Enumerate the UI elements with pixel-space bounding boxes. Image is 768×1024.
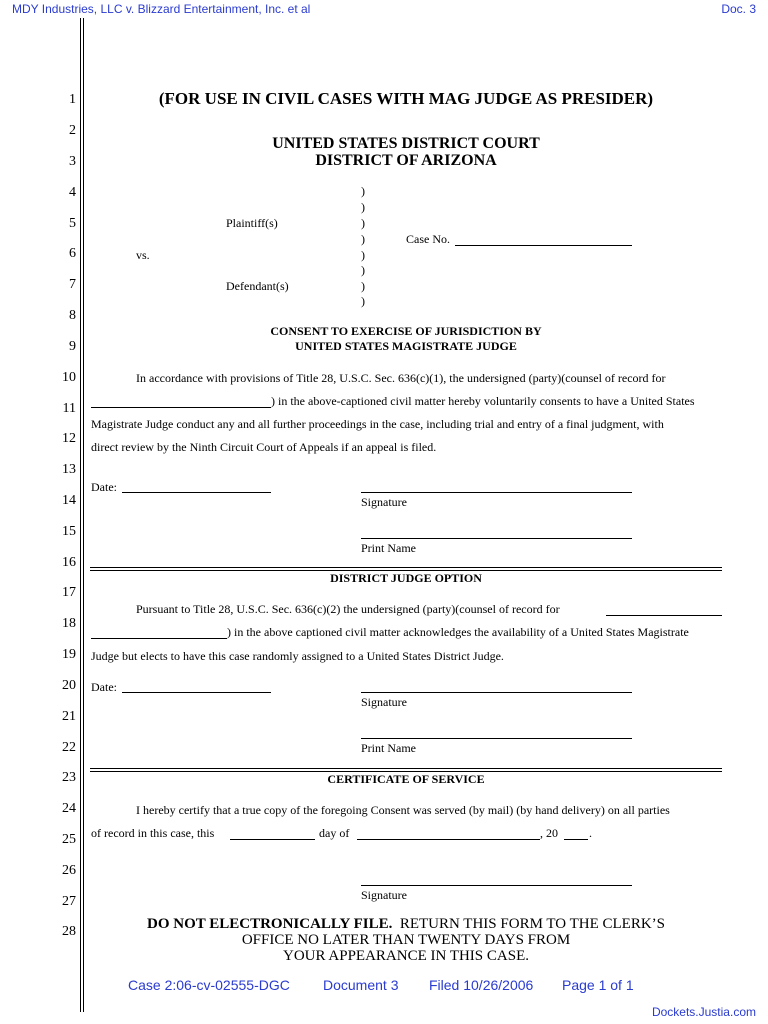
consent-date-label: Date: bbox=[91, 480, 117, 494]
line-number: 5 bbox=[69, 216, 76, 231]
consent-print-name-label: Print Name bbox=[361, 541, 416, 555]
filing-notice-line1 bbox=[90, 916, 722, 932]
certificate-signature-label: Signature bbox=[361, 888, 407, 902]
case-title-link[interactable]: MDY Industries, LLC v. Blizzard Entertainment, Inc. et al bbox=[12, 2, 311, 16]
consent-signature-label: Signature bbox=[361, 495, 407, 509]
use-note-heading: (FOR USE IN CIVIL CASES WITH MAG JUDGE AS PRESIDER) bbox=[158, 89, 654, 108]
line-number: 22 bbox=[62, 740, 76, 755]
line-number: 23 bbox=[62, 770, 76, 785]
consent-text-line1: In accordance with provisions of Title 28, U.S.C. Sec. 636(c)(1), the undersigned (party)(counsel of record for bbox=[136, 371, 666, 385]
district-counsel-field-a[interactable] bbox=[606, 615, 722, 616]
line-number: 12 bbox=[62, 431, 76, 446]
footer-case-number-link[interactable]: Case 2:06-cv-02555-DGC bbox=[128, 977, 290, 993]
certificate-month-field[interactable] bbox=[357, 839, 540, 840]
line-number: 27 bbox=[62, 894, 76, 909]
line-number: 28 bbox=[62, 924, 76, 939]
margin-line-left bbox=[80, 18, 81, 1012]
footer-document-link[interactable]: Document 3 bbox=[323, 977, 399, 993]
district-counsel-field-b[interactable] bbox=[91, 638, 227, 639]
line-number: 3 bbox=[69, 154, 76, 169]
defendant-label: Defendant(s) bbox=[226, 279, 289, 293]
caption-paren: ) bbox=[361, 184, 365, 198]
consent-date-field[interactable] bbox=[122, 492, 271, 493]
doc-number-link[interactable]: Doc. 3 bbox=[721, 2, 756, 16]
district-option-title: DISTRICT JUDGE OPTION bbox=[330, 571, 482, 585]
consent-text-line3: Magistrate Judge conduct any and all further proceedings in the case, including trial and entry of a final judgment, with bbox=[91, 417, 664, 431]
certificate-signature-field[interactable] bbox=[361, 885, 632, 886]
district-date-label: Date: bbox=[91, 680, 117, 694]
district-text-line1: Pursuant to Title 28, U.S.C. Sec. 636(c)(2) the undersigned (party)(counsel of record for bbox=[136, 602, 560, 616]
consent-party-field[interactable] bbox=[91, 407, 271, 408]
footer-page-link[interactable]: Page 1 of 1 bbox=[562, 977, 634, 993]
certificate-period: . bbox=[589, 826, 592, 840]
court-district: DISTRICT OF ARIZONA bbox=[315, 152, 497, 169]
caption-paren: ) bbox=[361, 263, 365, 277]
district-signature-label: Signature bbox=[361, 695, 407, 709]
certificate-text-line1: I hereby certify that a true copy of the foregoing Consent was served (by mail) (by hand delivery) on all parties bbox=[136, 803, 670, 817]
line-number: 10 bbox=[62, 370, 76, 385]
plaintiff-label: Plaintiff(s) bbox=[226, 216, 278, 230]
filing-notice-line3: YOUR APPEARANCE IN THIS CASE. bbox=[282, 948, 529, 964]
district-print-name-field[interactable] bbox=[361, 738, 632, 739]
certificate-year-field[interactable] bbox=[564, 839, 588, 840]
caption-paren: ) bbox=[361, 200, 365, 214]
margin-line-right bbox=[83, 18, 84, 1012]
case-number-field[interactable] bbox=[455, 245, 632, 246]
line-number: 7 bbox=[69, 277, 76, 292]
line-number: 24 bbox=[62, 801, 76, 816]
line-number: 20 bbox=[62, 678, 76, 693]
certificate-text-line2-start: of record in this case, this bbox=[91, 826, 215, 840]
line-number: 9 bbox=[69, 339, 76, 354]
consent-title-line2: UNITED STATES MAGISTRATE JUDGE bbox=[295, 339, 517, 353]
caption-paren: ) bbox=[361, 216, 365, 230]
consent-text-line4: direct review by the Ninth Circuit Court of Appeals if an appeal is filed. bbox=[91, 440, 437, 454]
caption-paren: ) bbox=[361, 294, 365, 308]
district-print-name-label: Print Name bbox=[361, 741, 416, 755]
line-number: 2 bbox=[69, 123, 76, 138]
line-number: 14 bbox=[62, 493, 76, 508]
line-number: 1 bbox=[69, 92, 76, 107]
consent-text-line2: ) in the above-captioned civil matter hereby voluntarily consents to have a United States bbox=[271, 394, 695, 408]
filing-notice-rest: RETURN THIS FORM TO THE CLERK’S bbox=[399, 916, 666, 932]
footer-filed-link[interactable]: Filed 10/26/2006 bbox=[429, 977, 534, 993]
certificate-title: CERTIFICATE OF SERVICE bbox=[327, 772, 485, 786]
certificate-day-of-label: day of bbox=[319, 826, 350, 840]
line-number: 21 bbox=[62, 709, 76, 724]
caption-paren: ) bbox=[361, 248, 365, 262]
line-number: 26 bbox=[62, 863, 76, 878]
line-number: 13 bbox=[62, 462, 76, 477]
consent-signature-field[interactable] bbox=[361, 492, 632, 493]
justia-source-link[interactable]: Dockets.Justia.com bbox=[651, 1005, 756, 1019]
district-signature-field[interactable] bbox=[361, 692, 632, 693]
line-number: 18 bbox=[62, 616, 76, 631]
filing-notice bbox=[90, 916, 722, 964]
vs-label: vs. bbox=[136, 248, 150, 262]
line-number: 16 bbox=[62, 555, 76, 570]
court-name: UNITED STATES DISTRICT COURT bbox=[272, 135, 540, 152]
certificate-year-prefix: , 20 bbox=[540, 826, 558, 840]
line-number: 19 bbox=[62, 647, 76, 662]
certificate-day-field[interactable] bbox=[230, 839, 315, 840]
caption-paren: ) bbox=[361, 232, 365, 246]
line-number: 8 bbox=[69, 308, 76, 323]
filing-notice-line2: OFFICE NO LATER THAN TWENTY DAYS FROM bbox=[241, 932, 571, 948]
line-number: 4 bbox=[69, 185, 76, 200]
consent-print-name-field[interactable] bbox=[361, 538, 632, 539]
line-number: 6 bbox=[69, 246, 76, 261]
case-number-label: Case No. bbox=[406, 232, 450, 246]
district-date-field[interactable] bbox=[122, 692, 271, 693]
district-text-line3: Judge but elects to have this case randomly assigned to a United States District Judge. bbox=[91, 649, 504, 663]
line-number: 17 bbox=[62, 585, 76, 600]
consent-title-line1: CONSENT TO EXERCISE OF JURISDICTION BY bbox=[270, 324, 542, 338]
line-number: 11 bbox=[62, 401, 76, 416]
line-number: 15 bbox=[62, 524, 76, 539]
caption-paren: ) bbox=[361, 279, 365, 293]
filing-notice-bold: DO NOT ELECTRONICALLY FILE. bbox=[146, 916, 393, 932]
district-text-line2: ) in the above captioned civil matter acknowledges the availability of a United States Magistrate bbox=[227, 625, 689, 639]
line-number: 25 bbox=[62, 832, 76, 847]
